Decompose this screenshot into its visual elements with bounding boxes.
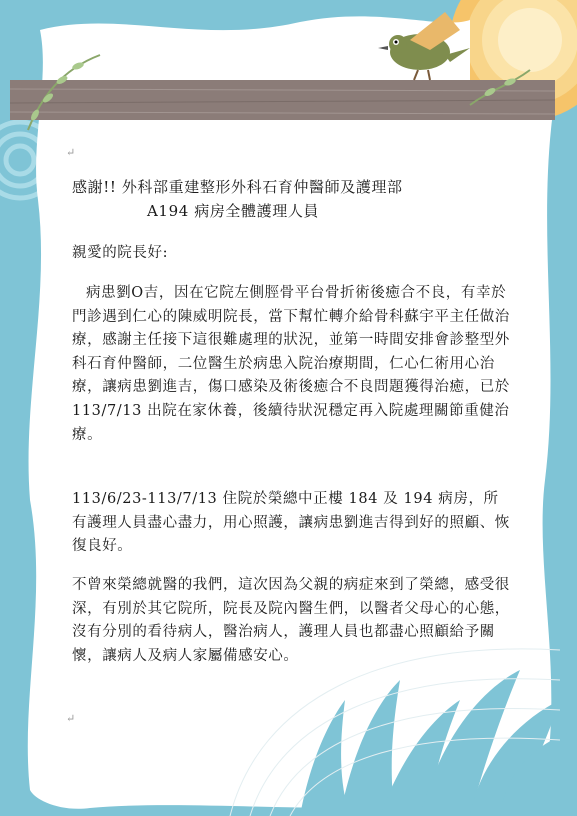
paragraph-mark: ↵ <box>66 712 76 725</box>
letter-paragraph-3: 不曾來榮總就醫的我們，這次因為父親的病症來到了榮總，感受很深，有別於其它院所，院長及院內醫生們，以醫者父母心的心態，沒有分別的看待病人，醫治病人，護理人員也都盡心照顧給予關懷，讓病人及病人家屬備感安心。 <box>72 577 510 664</box>
title-line-1: 感謝!! 外科部重建整形外科石育仲醫師及護理部 <box>72 178 403 196</box>
paragraph-mark: ↵ <box>66 146 76 159</box>
letter-paragraph-1: 病患劉O吉，因在它院左側脛骨平台骨折術後癒合不良，有幸於門診遇到仁心的陳威明院長，當下幫忙轉介給骨科蘇宇平主任做治療，感謝主任接下這很難處理的狀況，並第一時間安排會診整型外科石育仲醫師，二位醫生於病患入院治療期間，仁心仁術用心治療，讓病患劉進吉，傷口感染及術後癒合不良問題獲得治癒，已於113/7/13 出院在家休養，後續待狀況穩定再入院處理關節重健治療。 <box>72 285 510 443</box>
letter-title <box>72 176 512 223</box>
letter-paragraph-2: 113/6/23-113/7/13 住院於榮總中正樓 184 及 194 病房，所有護理人員盡心盡力，用心照護，讓病患劉進吉得到好的照顧、恢復良好。 <box>72 491 510 555</box>
wood-plank-banner <box>10 80 555 120</box>
salutation: 親愛的院長好: <box>72 245 169 261</box>
title-line-2: A194 病房全體護理人員 <box>147 201 320 220</box>
